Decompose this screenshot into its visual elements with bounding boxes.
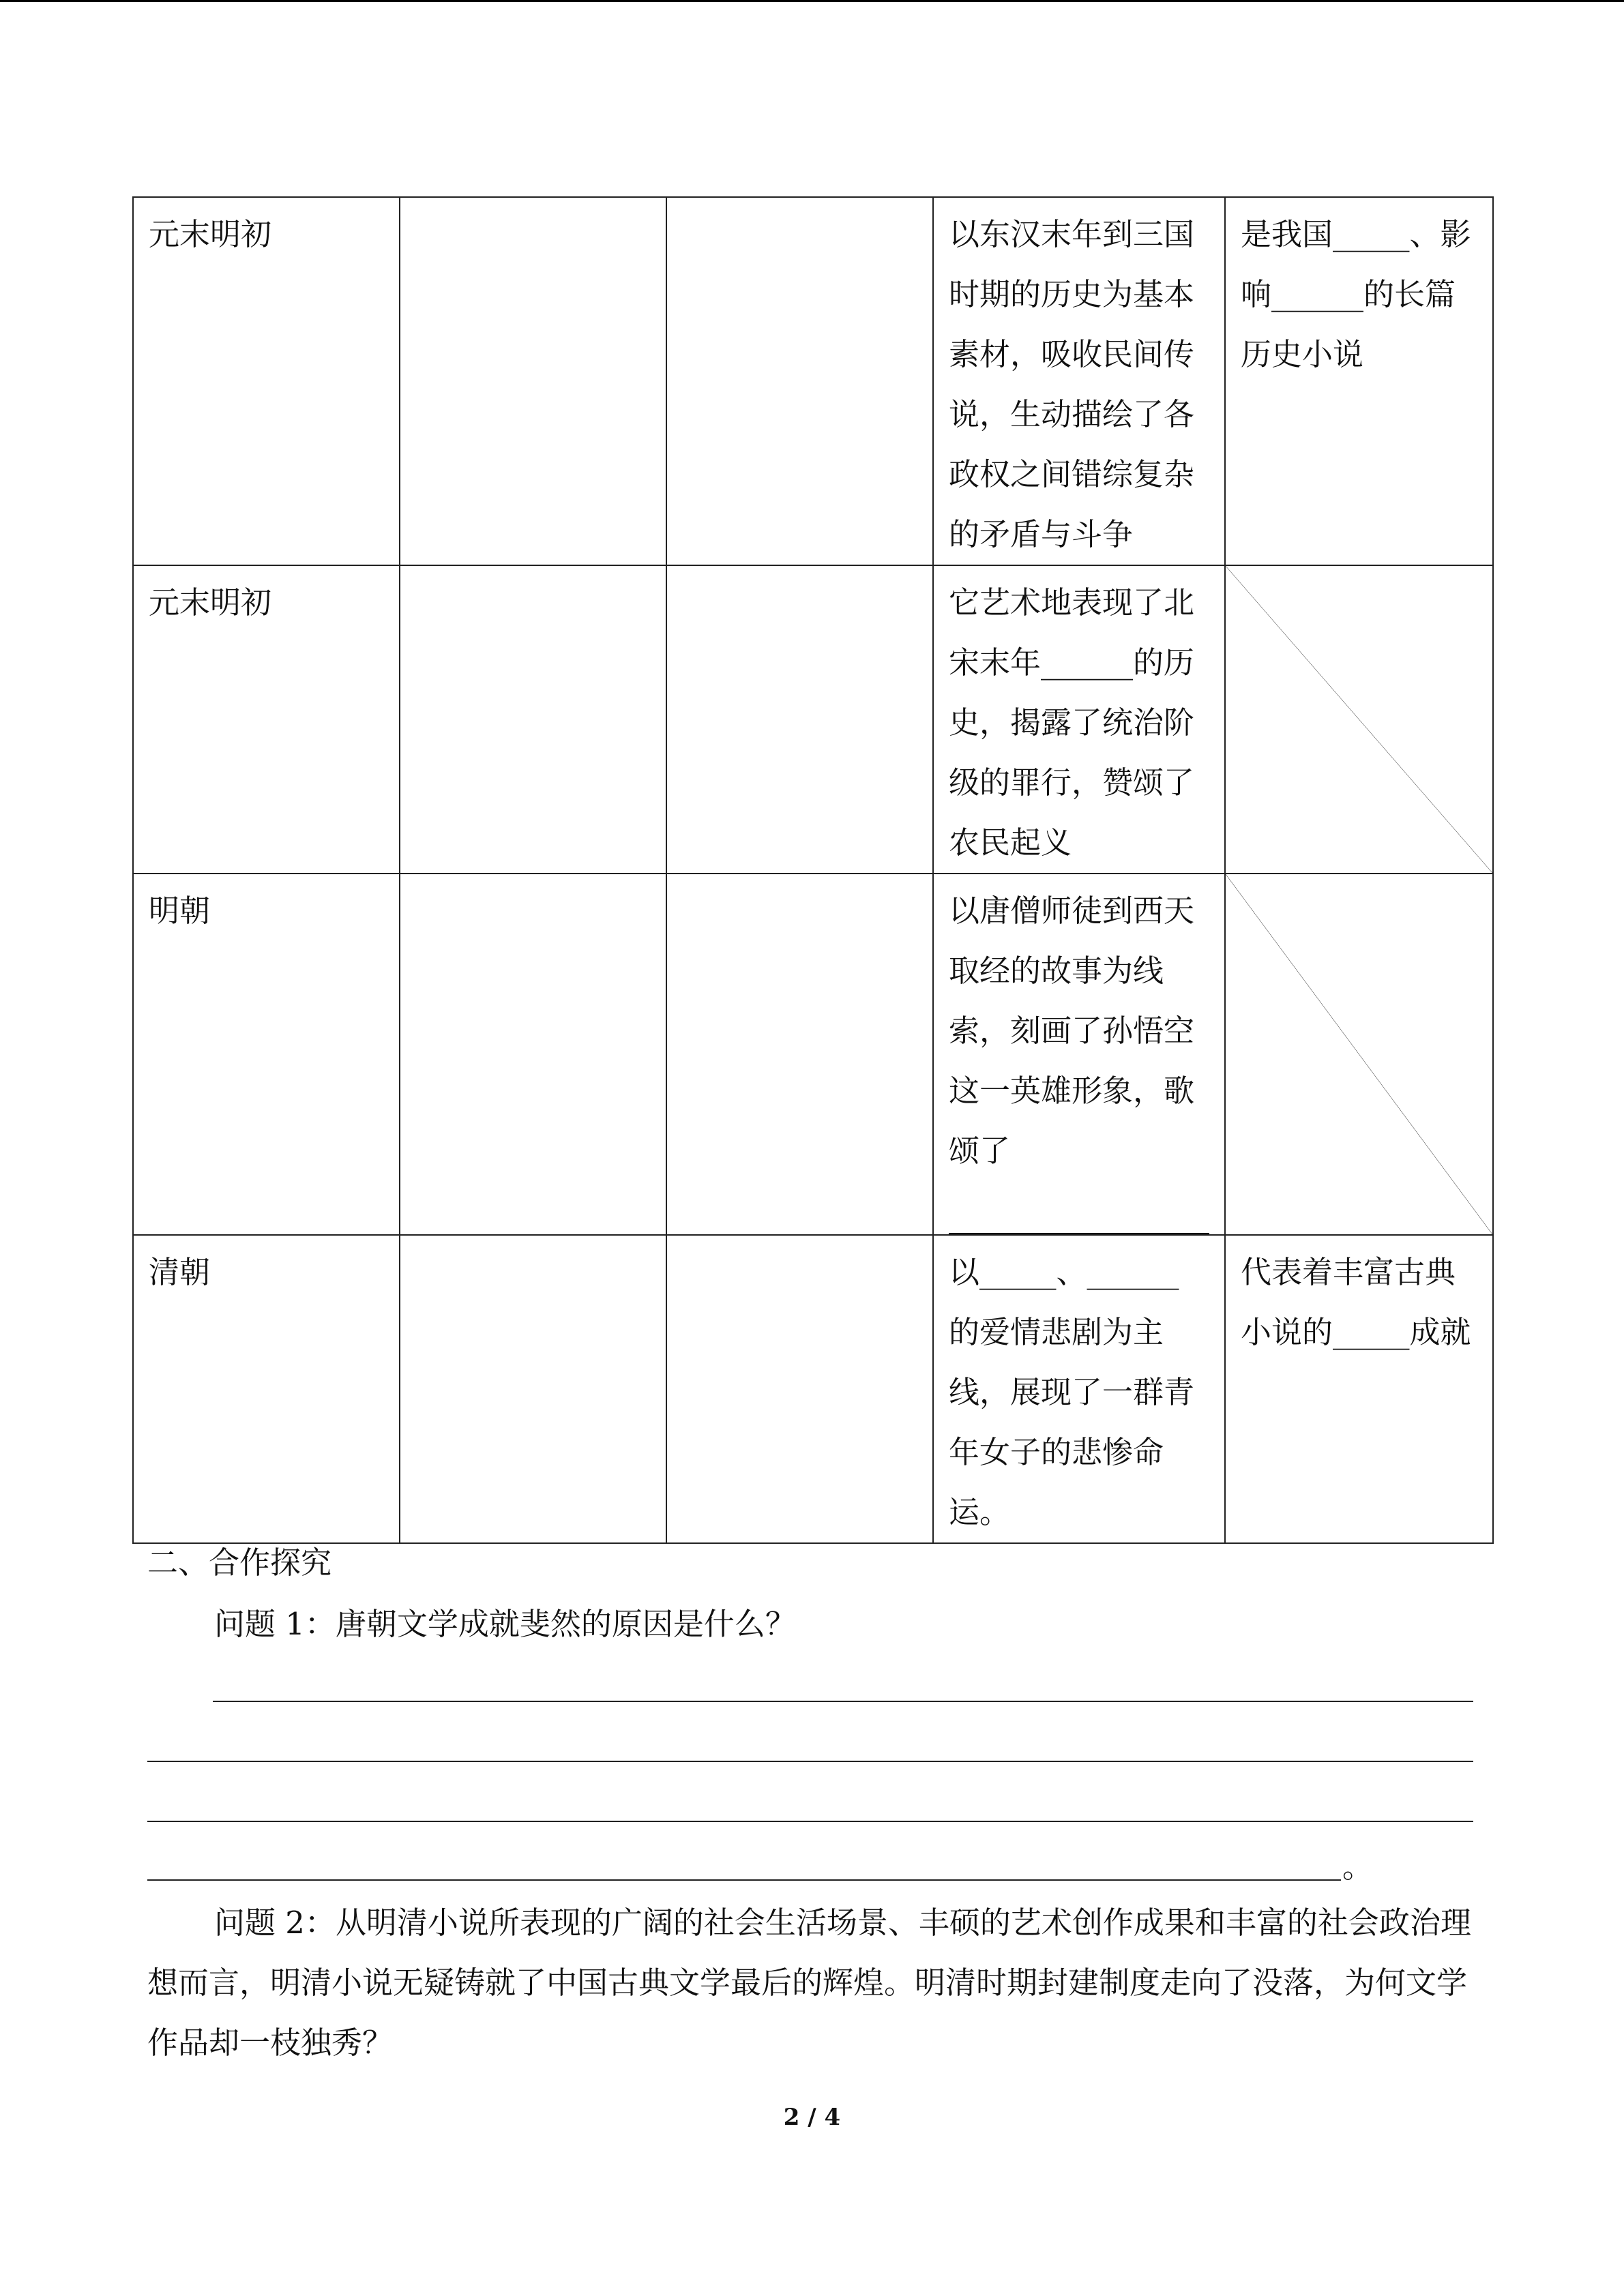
page-number: 2 / 4 [783, 2104, 841, 2131]
blank-cell [666, 197, 933, 565]
note-cell: 是我国_____、影响______的长篇历史小说 [1225, 197, 1493, 565]
question-1: 问题 1：唐朝文学成就斐然的原因是什么？ [214, 1606, 796, 1642]
diagonal-cell [1225, 874, 1493, 1235]
table-row [133, 874, 1493, 1235]
note-cell: 代表着丰富古典小说的_____成就 [1225, 1235, 1493, 1543]
blank-cell [666, 874, 933, 1235]
era-cell: 元末明初 [133, 565, 400, 874]
question-2: 问题 2：从明清小说所表现的广阔的社会生活场景、丰硕的艺术创作成果和丰富的社会政治理想而言，明清小说无疑铸就了中国古典文学最后的辉煌。明清时期封建制度走向了没落，为何文学作品却一枝独秀？ [147, 1905, 1471, 2061]
page-top-border [0, 0, 1624, 2]
diagonal-line [1226, 566, 1492, 873]
content-cell: 以_____、______的爱情悲剧为主线，展现了一群青年女子的悲惨命运。 [933, 1235, 1225, 1543]
era-cell: 明朝 [133, 874, 400, 1235]
table-row [133, 565, 1493, 874]
era-cell: 元末明初 [133, 197, 400, 565]
blank-cell [400, 874, 666, 1235]
blank-cell [400, 197, 666, 565]
answer-end-mark: 。 [1342, 1849, 1374, 1885]
table-row [133, 197, 1493, 565]
diagonal-line [1226, 874, 1492, 1234]
content-cell [933, 874, 1225, 1235]
blank-cell [666, 565, 933, 874]
era-cell: 清朝 [133, 1235, 400, 1543]
answer-blank-line [949, 1233, 1209, 1234]
blank-cell [400, 565, 666, 874]
content-cell: 它艺术地表现了北宋末年______的历史，揭露了统治阶级的罪行，赞颂了农民起义 [933, 565, 1225, 874]
blank-cell [666, 1235, 933, 1543]
answer-line [147, 1879, 1341, 1881]
blank-cell [400, 1235, 666, 1543]
diagonal-cell [1225, 565, 1493, 874]
answer-line [147, 1761, 1473, 1762]
answer-line [213, 1701, 1473, 1702]
content-cell: 以东汉末年到三国时期的历史为基本素材，吸收民间传说，生动描绘了各政权之间错综复杂的矛盾与斗争 [933, 197, 1225, 565]
answer-line [147, 1821, 1473, 1822]
literature-table [132, 196, 1494, 1544]
content-text: 以唐僧师徒到西天取经的故事为线索，刻画了孙悟空这一英雄形象，歌颂了 [949, 893, 1195, 1169]
table-row [133, 1235, 1493, 1543]
section-heading: 二、合作探究 [147, 1545, 332, 1581]
